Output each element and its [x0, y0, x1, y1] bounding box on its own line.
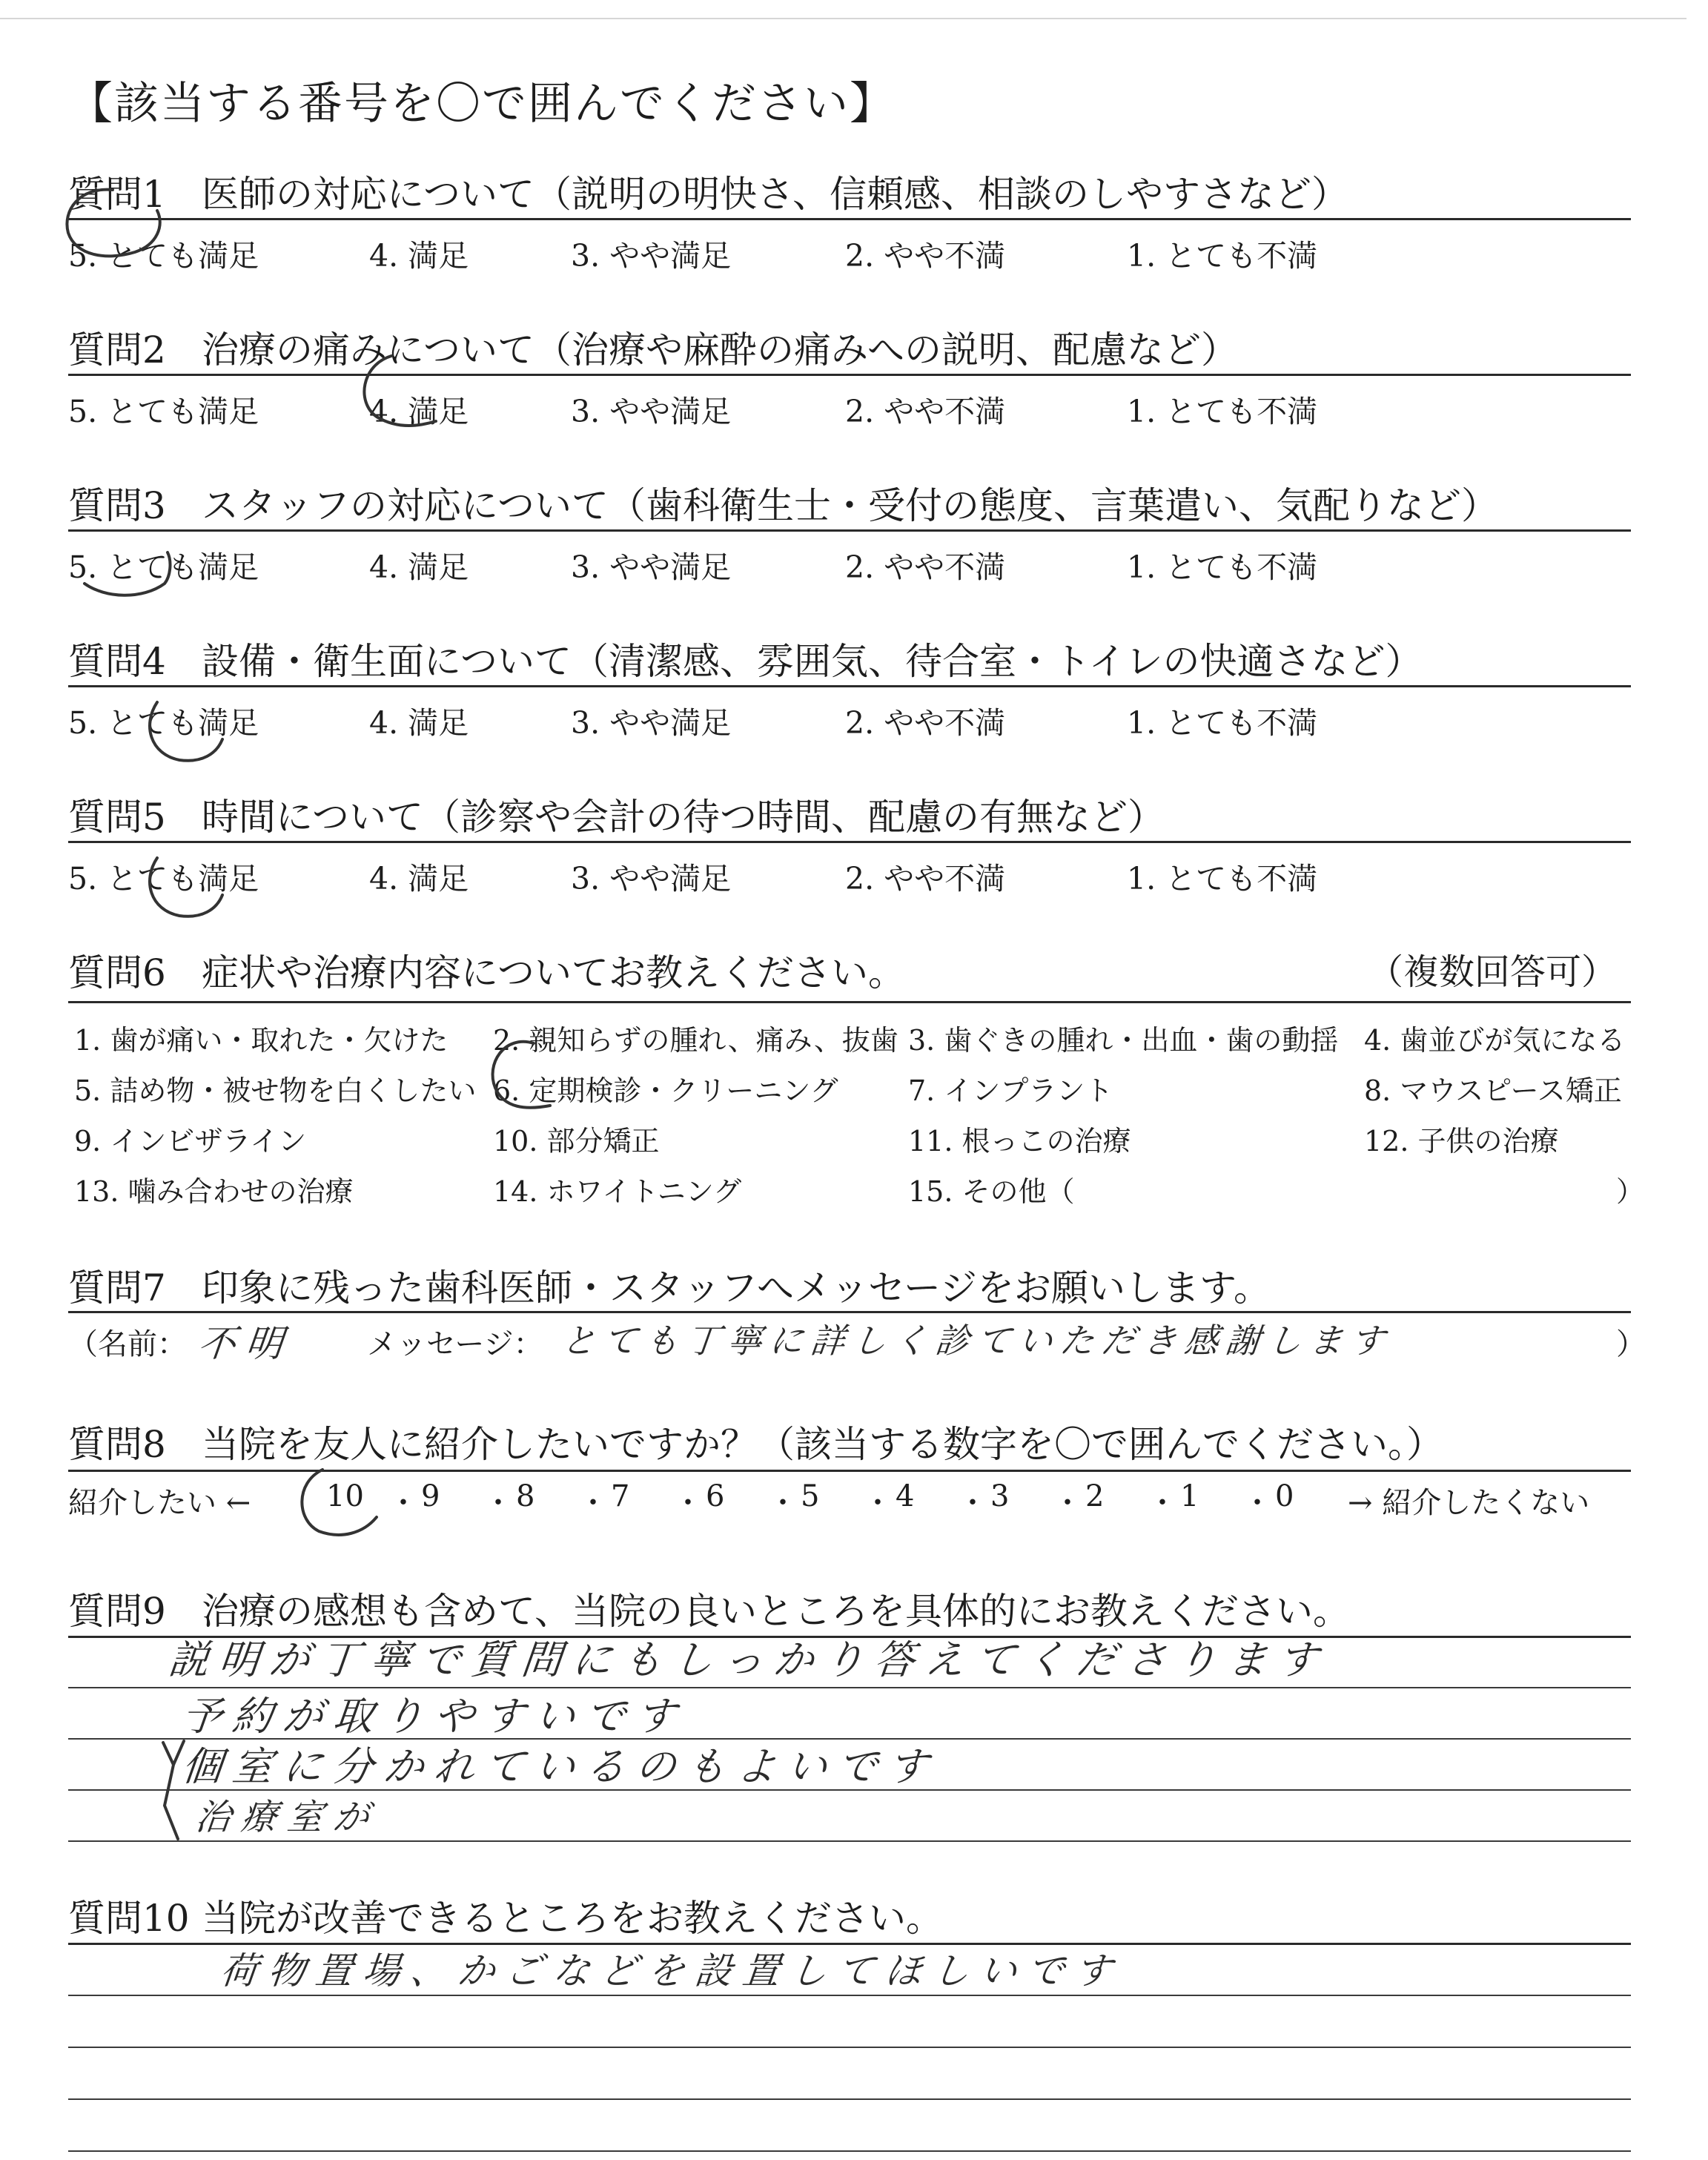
- q5-option-4[interactable]: 4. 満足: [369, 861, 469, 896]
- q7-text: 印象に残った歯科医師・スタッフへメッセージをお願いします。: [202, 1266, 1271, 1309]
- q8-scale-8[interactable]: 8: [516, 1479, 535, 1513]
- q8-scale-separator: ・: [673, 1486, 703, 1520]
- q1-rule: [68, 218, 1631, 220]
- q6-heading: [68, 943, 905, 997]
- q3-option-2[interactable]: 2. やや不満: [845, 549, 1006, 585]
- q2-rule: [68, 374, 1631, 376]
- q6-note: （複数回答可）: [1368, 951, 1618, 993]
- q3-option-4[interactable]: 4. 満足: [369, 549, 469, 585]
- q6-option-7[interactable]: 7. インプラント: [908, 1074, 1113, 1107]
- q6-option-11[interactable]: 11. 根っこの治療: [908, 1125, 1131, 1157]
- q8-scale-separator: ・: [863, 1486, 893, 1520]
- q1-text: 医師の対応について（説明の明快さ、信頼感、相談のしやすさなど）: [202, 173, 1348, 216]
- q9-answer-line-1: 説明が丁寧で質問にもしっかり答えてくださります: [166, 1636, 1331, 1683]
- q9-text: 治療の感想も含めて、当院の良いところを具体的にお教えください。: [202, 1590, 1350, 1633]
- q7-message-handwritten: とても丁寧に詳しく診ていただき感謝します: [559, 1321, 1394, 1361]
- q3-option-1[interactable]: 1. とても不満: [1127, 549, 1318, 585]
- q1-option-2[interactable]: 2. やや不満: [845, 238, 1006, 274]
- q9-answer-line-4: 治療室が: [193, 1797, 382, 1838]
- q8-scale-1[interactable]: 1: [1180, 1479, 1199, 1513]
- q6-option-15[interactable]: 15. その他（: [908, 1175, 1075, 1208]
- q9-number: 質問9: [68, 1590, 166, 1633]
- q1-selected-circle: [61, 181, 179, 270]
- q5-heading: [68, 787, 1165, 841]
- q10-heading: [68, 1889, 943, 1942]
- q8-number: 質問8: [68, 1423, 166, 1466]
- q8-scale-7[interactable]: 7: [611, 1479, 630, 1513]
- q2-option-1[interactable]: 1. とても不満: [1127, 394, 1318, 429]
- q6-option-5[interactable]: 5. 詰め物・被せ物を白くしたい: [74, 1074, 477, 1107]
- q2-number: 質問2: [68, 328, 166, 371]
- q8-scale-separator: ・: [768, 1486, 798, 1520]
- q6-option-4[interactable]: 4. 歯並びが気になる: [1364, 1024, 1626, 1057]
- q2-option-4[interactable]: 4. 満足: [369, 394, 469, 429]
- q4-number: 質問4: [68, 640, 166, 683]
- q9-bracket-mark: [148, 1735, 193, 1846]
- q4-option-5[interactable]: 5. とても満足: [68, 705, 259, 741]
- q9-heading: [68, 1582, 1350, 1635]
- q4-option-4[interactable]: 4. 満足: [369, 705, 469, 741]
- q6-option-9[interactable]: 9. インビザライン: [74, 1125, 307, 1157]
- q2-option-2[interactable]: 2. やや不満: [845, 394, 1006, 429]
- q3-rule: [68, 529, 1631, 532]
- q1-option-3[interactable]: 3. やや満足: [571, 238, 732, 274]
- q8-scale-9[interactable]: 9: [421, 1479, 440, 1513]
- q5-rule: [68, 841, 1631, 843]
- q3-heading: [68, 476, 1498, 529]
- q3-number: 質問3: [68, 484, 166, 527]
- q6-selected-circle: [482, 1034, 563, 1116]
- q5-option-1[interactable]: 1. とても不満: [1127, 861, 1318, 896]
- q8-scale-3[interactable]: 3: [990, 1479, 1010, 1513]
- q2-text: 治療の痛みについて（治療や麻酔の痛みへの説明、配慮など）: [202, 328, 1238, 371]
- q3-option-5[interactable]: 5. とても満足: [68, 549, 259, 585]
- q8-scale-4[interactable]: 4: [896, 1479, 915, 1513]
- q2-option-3[interactable]: 3. やや満足: [571, 394, 732, 429]
- q6-option-10[interactable]: 10. 部分矯正: [493, 1125, 660, 1157]
- q4-option-3[interactable]: 3. やや満足: [571, 705, 732, 741]
- q1-number: 質問1: [68, 173, 166, 216]
- q6-option-6[interactable]: 6. 定期検診・クリーニング: [493, 1074, 838, 1107]
- q9-line-4: [68, 1840, 1631, 1842]
- q9-answer-line-3: 個室に分かれているのもよいです: [179, 1743, 941, 1790]
- q5-option-5[interactable]: 5. とても満足: [68, 861, 259, 896]
- q10-answer-line-1: 荷物置場、かごなどを設置してほしいです: [218, 1949, 1125, 1992]
- q1-option-5[interactable]: 5. とても満足: [68, 238, 259, 274]
- q8-scale-2[interactable]: 2: [1085, 1479, 1105, 1513]
- q1-option-1[interactable]: 1. とても不満: [1127, 238, 1318, 274]
- q5-option-3[interactable]: 3. やや満足: [571, 861, 732, 896]
- q8-scale-0[interactable]: 0: [1275, 1479, 1294, 1513]
- q10-line-3: [68, 2098, 1631, 2100]
- q2-option-5[interactable]: 5. とても満足: [68, 394, 259, 429]
- q10-number: 質問10: [68, 1897, 190, 1940]
- q3-selected-circle: [76, 539, 194, 628]
- q8-selected-circle: [289, 1461, 385, 1542]
- q1-option-4[interactable]: 4. 満足: [369, 238, 469, 274]
- scan-edge-line: [0, 18, 1687, 19]
- q6-option-1[interactable]: 1. 歯が痛い・取れた・欠けた: [74, 1024, 448, 1057]
- q4-heading: [68, 632, 1423, 685]
- q10-line-4: [68, 2150, 1631, 2152]
- q7-number: 質問7: [68, 1266, 166, 1309]
- q6-option-2[interactable]: 2. 親知らずの腫れ、痛み、抜歯: [493, 1024, 898, 1057]
- q4-rule: [68, 685, 1631, 687]
- q5-text: 時間について（診察や会計の待つ時間、配慮の有無など）: [202, 796, 1165, 839]
- q8-left-label: 紹介したい ←: [68, 1486, 251, 1520]
- q6-rule: [68, 1001, 1631, 1003]
- q10-text: 当院が改善できるところをお教えください。: [202, 1897, 943, 1940]
- q8-right-label: → 紹介したくない: [1348, 1486, 1590, 1520]
- q8-scale-10[interactable]: 10: [326, 1479, 364, 1513]
- q9-answer-line-2: 予約が取りやすいです: [179, 1693, 689, 1740]
- q7-message-label: メッセージ：: [367, 1327, 543, 1361]
- q7-rule: [68, 1311, 1631, 1313]
- q7-close-paren: ）: [1616, 1327, 1646, 1361]
- q8-scale-separator: ・: [1242, 1486, 1272, 1520]
- q7-name-handwritten: 不明: [196, 1322, 296, 1365]
- q3-text: スタッフの対応について（歯科衛生士・受付の態度、言葉遣い、気配りなど）: [202, 484, 1498, 527]
- q6-option-14[interactable]: 14. ホワイトニング: [493, 1175, 742, 1208]
- q7-name-label: （名前：: [68, 1327, 187, 1361]
- q6-option-8[interactable]: 8. マウスピース矯正: [1364, 1074, 1622, 1107]
- q8-scale-separator: ・: [483, 1486, 513, 1520]
- q1-heading: [68, 165, 1348, 218]
- q10-line-1: [68, 1995, 1631, 1996]
- q8-scale-separator: ・: [388, 1486, 418, 1520]
- q2-selected-circle: [347, 343, 466, 432]
- q8-heading: [68, 1415, 1443, 1468]
- q8-scale-separator: ・: [958, 1486, 987, 1520]
- q10-line-2: [68, 2047, 1631, 2048]
- q3-option-3[interactable]: 3. やや満足: [571, 549, 732, 585]
- q4-text: 設備・衛生面について（清潔感、雰囲気、待合室・トイレの快適さなど）: [202, 640, 1423, 683]
- q4-option-1[interactable]: 1. とても不満: [1127, 705, 1318, 741]
- q8-text: 当院を友人に紹介したいですか？（該当する数字を〇で囲んでください。）: [202, 1423, 1443, 1466]
- q7-heading: [68, 1258, 1271, 1312]
- q6-option-13[interactable]: 13. 噛み合わせの治療: [74, 1175, 354, 1208]
- q8-scale-5[interactable]: 5: [801, 1479, 820, 1513]
- q2-heading: [68, 320, 1238, 374]
- q8-scale-separator: ・: [578, 1486, 608, 1520]
- q6-text: 症状や治療内容についてお教えください。: [202, 951, 905, 994]
- q8-scale-separator: ・: [1053, 1486, 1082, 1520]
- q8-scale-separator: ・: [1148, 1486, 1177, 1520]
- q5-selected-circle: [135, 851, 254, 939]
- q6-other-close-paren: ）: [1616, 1175, 1645, 1208]
- q8-scale-6[interactable]: 6: [706, 1479, 725, 1513]
- page-title: 【該当する番号を〇で囲んでください】: [68, 78, 896, 130]
- q6-number: 質問6: [68, 951, 166, 994]
- q5-option-2[interactable]: 2. やや不満: [845, 861, 1006, 896]
- q5-number: 質問5: [68, 796, 166, 839]
- q6-option-12[interactable]: 12. 子供の治療: [1364, 1125, 1559, 1157]
- q4-option-2[interactable]: 2. やや不満: [845, 705, 1006, 741]
- q6-option-3[interactable]: 3. 歯ぐきの腫れ・出血・歯の動揺: [908, 1024, 1339, 1057]
- q4-selected-circle: [135, 695, 254, 784]
